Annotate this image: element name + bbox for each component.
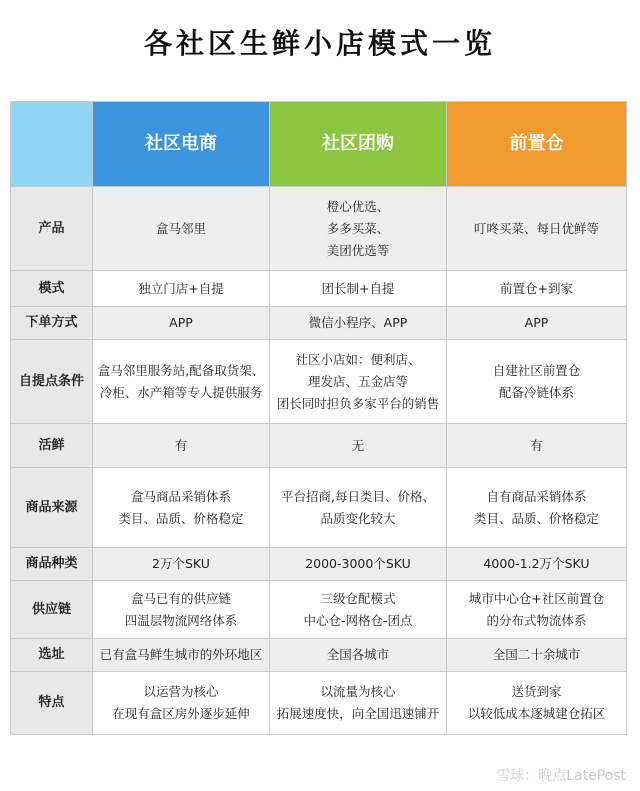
- row-label: 产品: [11, 187, 93, 271]
- cell-line: 微信小程序、APP: [308, 315, 408, 330]
- cell-line: 全国各城市: [326, 647, 390, 662]
- cell-line: 冷柜、水产箱等专人提供服务: [99, 384, 263, 400]
- cell-line: 橙心优选、: [326, 198, 390, 214]
- row-label: 商品来源: [11, 468, 93, 548]
- header-corner-cell: [11, 102, 93, 187]
- cell-line: 三级仓配模式: [320, 590, 396, 606]
- table-row: [11, 581, 627, 639]
- cell-line: 盒马商品采销体系: [130, 488, 231, 504]
- cell-line: 盒马邻里: [155, 220, 206, 236]
- table-cell: [270, 468, 447, 548]
- cell-line: 盒马已有的供应链: [130, 590, 231, 606]
- table-row: [11, 271, 627, 307]
- table-cell: [93, 672, 270, 735]
- header-row: [11, 102, 627, 187]
- page-title: 各社区生鲜小店模式一览: [143, 27, 496, 60]
- table-cell: [93, 468, 270, 548]
- cell-line: 城市中心仓+社区前置仓: [468, 590, 605, 606]
- table-row: [11, 187, 627, 271]
- cell-line: 送货到家: [511, 684, 562, 699]
- table-cell: [270, 581, 447, 639]
- table-cell: [93, 271, 270, 307]
- table-cell: [447, 581, 627, 639]
- row-label: 活鲜: [11, 424, 93, 468]
- table-cell: [447, 672, 627, 735]
- row-label: 选址: [11, 639, 93, 672]
- table-cell: [270, 424, 447, 468]
- row-label: 商品种类: [11, 548, 93, 581]
- cell-line: 美团优选等: [326, 242, 390, 258]
- cell-line: 有: [174, 437, 188, 453]
- cell-line: 拓展速度快，向全国迅速铺开: [276, 706, 440, 721]
- cell-line: 平台招商,每日类目、价格、: [281, 488, 435, 504]
- cell-line: 类目、品质、价格稳定: [118, 510, 244, 526]
- table-cell: [93, 307, 270, 340]
- table-cell: [93, 187, 270, 271]
- row-label: 模式: [11, 271, 93, 307]
- table-row: [11, 468, 627, 548]
- table-cell: [270, 271, 447, 307]
- cell-line: 品质变化较大: [320, 510, 396, 526]
- table-row: [11, 639, 627, 672]
- row-label: 自提点条件: [11, 340, 93, 424]
- table-cell: [270, 639, 447, 672]
- header-community-ecommerce: 社区电商: [93, 102, 270, 187]
- table-cell: [447, 307, 627, 340]
- table-cell: [447, 340, 627, 424]
- table-cell: [447, 424, 627, 468]
- header-front-warehouse: 前置仓: [447, 102, 627, 187]
- table-cell: [270, 672, 447, 735]
- table-cell: [270, 340, 447, 424]
- cell-line: 自有商品采销体系: [486, 488, 587, 504]
- cell-line: 团长同时担负多家平台的销售: [276, 395, 440, 411]
- table-cell: [447, 548, 627, 581]
- table-cell: [447, 187, 627, 271]
- cell-line: 独立门店+自提: [138, 280, 224, 296]
- table-cell: [447, 468, 627, 548]
- cell-line: 已有盒马鲜生城市的外环地区: [99, 647, 263, 662]
- cell-line: 2万个SKU: [152, 556, 210, 571]
- row-label: 特点: [11, 672, 93, 735]
- table-cell: [93, 581, 270, 639]
- cell-line: 无: [351, 437, 365, 453]
- cell-line: APP: [524, 315, 549, 330]
- row-label: 供应链: [11, 581, 93, 639]
- table-row: [11, 307, 627, 340]
- table-row: [11, 672, 627, 735]
- cell-line: 团长制+自提: [321, 280, 395, 296]
- cell-line: 以运营为核心: [143, 684, 219, 699]
- cell-line: 配备冷链体系: [498, 384, 574, 400]
- watermark: 雪球：晚点LatePost: [496, 768, 626, 784]
- comparison-table: [10, 101, 627, 735]
- row-label: 下单方式: [11, 307, 93, 340]
- cell-line: 全国二十余城市: [492, 647, 581, 662]
- cell-line: 盒马邻里服务站,配备取货架、: [97, 362, 265, 378]
- cell-line: 2000-3000个SKU: [305, 556, 411, 571]
- header-community-group-buying: 社区团购: [270, 102, 447, 187]
- table-cell: [93, 340, 270, 424]
- cell-line: 有: [530, 437, 543, 453]
- cell-line: 叮咚买菜、每日优鲜等: [473, 220, 599, 236]
- cell-line: 类目、品质、价格稳定: [473, 510, 599, 526]
- table-cell: [93, 639, 270, 672]
- table-cell: [270, 307, 447, 340]
- table-row: [11, 548, 627, 581]
- cell-line: APP: [169, 315, 193, 330]
- cell-line: 理发店、五金店等: [307, 373, 408, 389]
- cell-line: 在现有盒区房外逐步延伸: [112, 706, 250, 721]
- cell-line: 自建社区前置仓: [492, 362, 581, 378]
- cell-line: 多多买菜、: [326, 220, 390, 236]
- table-cell: [447, 639, 627, 672]
- cell-line: 以较低成本逐城建仓拓区: [467, 706, 606, 721]
- cell-line: 前置仓+到家: [500, 280, 573, 296]
- table-cell: [270, 187, 447, 271]
- cell-line: 以流量为核心: [320, 684, 396, 699]
- table-row: [11, 424, 627, 468]
- cell-line: 的分布式物流体系: [486, 612, 587, 628]
- table-row: [11, 340, 627, 424]
- cell-line: 四温层物流网络体系: [124, 612, 238, 628]
- cell-line: 中心仓-网格仓-团点: [303, 612, 413, 628]
- table-cell: [270, 548, 447, 581]
- table-cell: [447, 271, 627, 307]
- table-cell: [93, 548, 270, 581]
- table-cell: [93, 424, 270, 468]
- cell-line: 4000-1.2万个SKU: [483, 556, 590, 571]
- cell-line: 社区小店如：便利店、: [295, 351, 421, 367]
